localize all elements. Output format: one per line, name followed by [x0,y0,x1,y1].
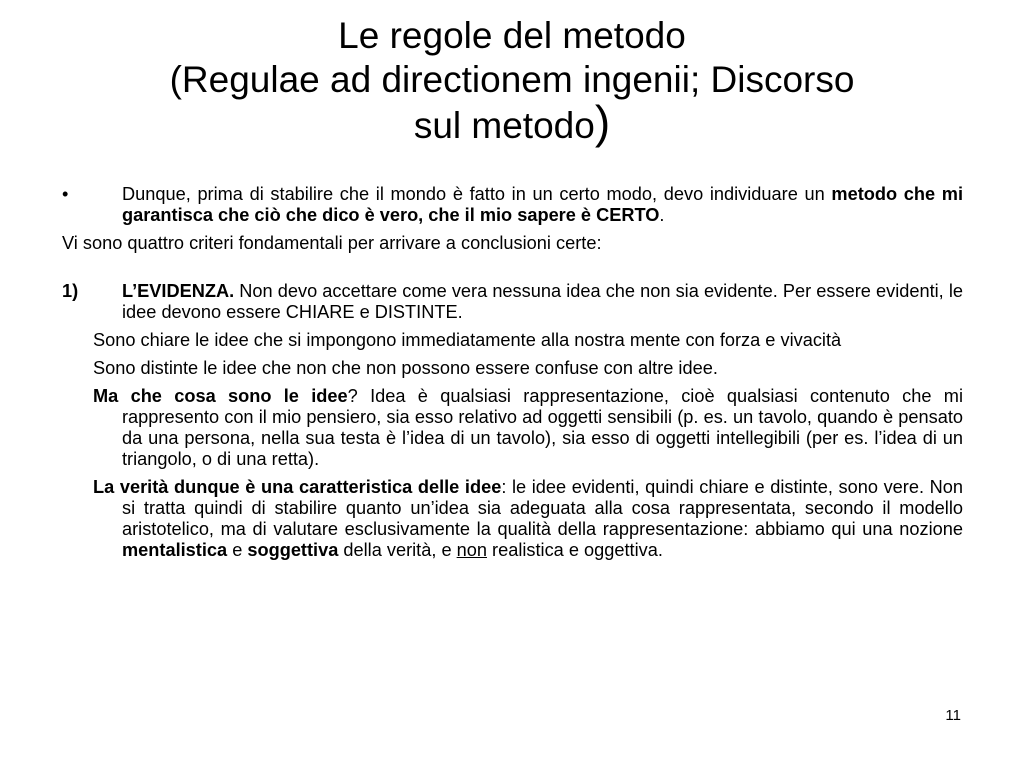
idea-definition-paragraph [62,386,963,470]
intro-text-bold: metodo che mi garantisca che ciò che dico è vero, che il mio sapere è CERTO [122,184,964,225]
truth-bold-2: mentalistica [122,540,228,560]
intro-bullet [62,184,963,226]
truth-underlined: non [456,540,487,560]
clear-ideas-paragraph: Sono chiare le idee che si impongono immediatamente alla nostra mente con forza e vivacità [93,330,842,350]
slide-body [62,184,963,568]
title-close-paren: ) [594,96,611,148]
title-line-2: (Regulae ad directionem ingenii; Discorso [169,59,855,100]
intro-text-c: . [659,205,665,225]
page-number: 11 [945,707,961,724]
idea-definition-text: ? Idea è qualsiasi rappresentazione, cioè qualsiasi contenuto che mi rappresento con il mio pensiero, sia esso relativo ad oggetti sensibili (p. es. un tavolo, quando è pensato da una persona, nella sua testa è l’idea di un tavolo), sia esso di oggetti intellegibili (per es. l’idea di un triangolo, o di una retta). [122,386,963,469]
rule-1-text: Non devo accettare come vera nessuna idea che non sia evidente. Per essere evidenti, le idee devono essere CHIARE e DISTINTE. [122,281,963,322]
title-line-1: Le regole del metodo [338,15,686,56]
truth-text-2: e [227,540,248,560]
truth-bold-1: La verità dunque è una caratteristica delle idee [93,477,502,497]
truth-text-3: della verità, e [338,540,457,560]
slide-title [40,14,984,148]
rule-1-heading: L’EVIDENZA. [122,281,235,301]
distinct-ideas-paragraph: Sono distinte le idee che non che non possono essere confuse con altre idee. [93,358,718,378]
truth-bold-3: soggettiva [247,540,339,560]
criteria-intro: Vi sono quattro criteri fondamentali per arrivare a conclusioni certe: [62,233,602,253]
idea-definition-bold: Ma che cosa sono le idee [93,386,348,406]
truth-paragraph [62,477,963,561]
rule-1 [62,281,963,323]
truth-text-4: realistica e oggettiva. [486,540,663,560]
intro-text-a: Dunque, prima di stabilire che il mondo è fatto in un certo modo, devo individuare un [122,184,832,204]
truth-text-1: : le idee evidenti, quindi chiare e distinte, sono vere. Non si tratta quindi di stabilire quanto un’idea sia adeguata alla cosa rappresentata, secondo il modello aristotelico, ma di valutare esclusivamente la qualità della rappresentazione: abbiamo qui una nozione [122,477,963,539]
spacer [62,254,963,281]
rule-1-marker: 1) [62,281,79,301]
bullet-icon: • [62,184,69,204]
title-line-3: sul metodo [413,105,595,146]
